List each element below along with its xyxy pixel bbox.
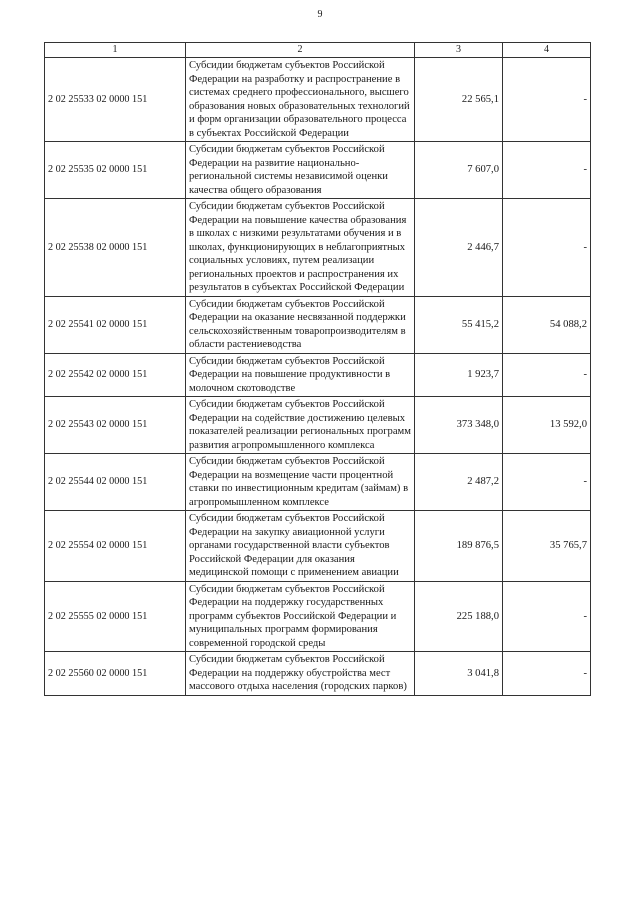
subsidy-name-cell: Субсидии бюджетам субъектов Российской Федерации на поддержку обустройства мест массового отдыха населения (городских парков) bbox=[186, 652, 415, 696]
amount-cell-col4: - bbox=[503, 142, 591, 199]
table-row bbox=[45, 142, 591, 199]
budget-code-cell: 2 02 25541 02 0000 151 bbox=[45, 296, 186, 353]
amount-cell-col4: - bbox=[503, 199, 591, 297]
amount-cell: 1 923,7 bbox=[415, 353, 503, 397]
subsidy-name-cell: Субсидии бюджетам субъектов Российской Федерации на повышение качества образования в школах с низкими результатами обучения и в школах, функционирующих в неблагоприятных социальных условиях, путем реализации региональных проектов и распространения их результатов в субъектах Российской Федерации bbox=[186, 199, 415, 297]
amount-cell: 373 348,0 bbox=[415, 397, 503, 454]
budget-code-cell: 2 02 25538 02 0000 151 bbox=[45, 199, 186, 297]
subsidy-name-cell: Субсидии бюджетам субъектов Российской Федерации на развитие национально-региональной системы независимой оценки качества общего образования bbox=[186, 142, 415, 199]
table-row bbox=[45, 199, 591, 297]
amount-cell-col4: - bbox=[503, 353, 591, 397]
budget-code-cell: 2 02 25543 02 0000 151 bbox=[45, 397, 186, 454]
amount-cell-col4: - bbox=[503, 581, 591, 652]
budget-table bbox=[44, 42, 591, 696]
amount-cell: 3 041,8 bbox=[415, 652, 503, 696]
budget-code-cell: 2 02 25533 02 0000 151 bbox=[45, 58, 186, 142]
budget-code-cell: 2 02 25560 02 0000 151 bbox=[45, 652, 186, 696]
table-row bbox=[45, 454, 591, 511]
table-row bbox=[45, 58, 591, 142]
table-row bbox=[45, 581, 591, 652]
amount-cell: 7 607,0 bbox=[415, 142, 503, 199]
subsidy-name-cell: Субсидии бюджетам субъектов Российской Федерации на оказание несвязанной поддержки сельскохозяйственным товаропроизводителям в области растениеводства bbox=[186, 296, 415, 353]
budget-code-cell: 2 02 25535 02 0000 151 bbox=[45, 142, 186, 199]
subsidy-name-cell: Субсидии бюджетам субъектов Российской Федерации на повышение продуктивности в молочном скотоводстве bbox=[186, 353, 415, 397]
amount-cell-col4: 13 592,0 bbox=[503, 397, 591, 454]
table-row bbox=[45, 511, 591, 582]
amount-cell: 2 487,2 bbox=[415, 454, 503, 511]
column-header-4: 4 bbox=[503, 43, 591, 58]
amount-cell-col4: 54 088,2 bbox=[503, 296, 591, 353]
column-header-2: 2 bbox=[186, 43, 415, 58]
table-row bbox=[45, 296, 591, 353]
subsidy-name-cell: Субсидии бюджетам субъектов Российской Федерации на поддержку государственных программ субъектов Российской Федерации и муниципальных программ формирования современной городской среды bbox=[186, 581, 415, 652]
amount-cell: 55 415,2 bbox=[415, 296, 503, 353]
column-header-1: 1 bbox=[45, 43, 186, 58]
table-row bbox=[45, 397, 591, 454]
amount-cell-col4: 35 765,7 bbox=[503, 511, 591, 582]
amount-cell: 22 565,1 bbox=[415, 58, 503, 142]
page-number: 9 bbox=[317, 9, 323, 20]
budget-code-cell: 2 02 25544 02 0000 151 bbox=[45, 454, 186, 511]
budget-code-cell: 2 02 25555 02 0000 151 bbox=[45, 581, 186, 652]
amount-cell: 225 188,0 bbox=[415, 581, 503, 652]
subsidy-name-cell: Субсидии бюджетам субъектов Российской Федерации на разработку и распространение в системах среднего профессионального, высшего образования новых образовательных технологий и форм организации образовательного процесса в субъектах Российской Федерации bbox=[186, 58, 415, 142]
amount-cell-col4: - bbox=[503, 58, 591, 142]
table-header-row bbox=[45, 43, 591, 58]
budget-code-cell: 2 02 25554 02 0000 151 bbox=[45, 511, 186, 582]
column-header-3: 3 bbox=[415, 43, 503, 58]
subsidy-name-cell: Субсидии бюджетам субъектов Российской Федерации на возмещение части процентной ставки по инвестиционным кредитам (займам) в агропромышленном комплексе bbox=[186, 454, 415, 511]
subsidy-name-cell: Субсидии бюджетам субъектов Российской Федерации на закупку авиационной услуги органами государственной власти субъектов Российской Федерации для оказания медицинской помощи с применением авиации bbox=[186, 511, 415, 582]
amount-cell-col4: - bbox=[503, 454, 591, 511]
table-row bbox=[45, 353, 591, 397]
amount-cell-col4: - bbox=[503, 652, 591, 696]
table-row bbox=[45, 652, 591, 696]
budget-code-cell: 2 02 25542 02 0000 151 bbox=[45, 353, 186, 397]
amount-cell: 2 446,7 bbox=[415, 199, 503, 297]
amount-cell: 189 876,5 bbox=[415, 511, 503, 582]
subsidy-name-cell: Субсидии бюджетам субъектов Российской Федерации на содействие достижению целевых показателей реализации региональных программ развития агропромышленного комплекса bbox=[186, 397, 415, 454]
